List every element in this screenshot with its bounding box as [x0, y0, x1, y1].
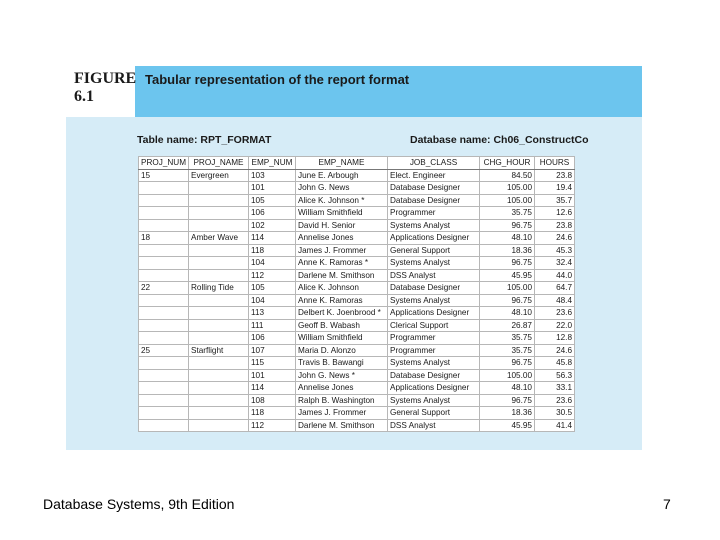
- table-cell: 112: [249, 269, 296, 282]
- table-cell: Systems Analyst: [388, 357, 480, 370]
- table-cell: Delbert K. Joenbrood *: [296, 307, 388, 320]
- table-cell: [139, 394, 189, 407]
- table-cell: [189, 319, 249, 332]
- table-cell: [139, 407, 189, 420]
- table-row: [139, 382, 575, 395]
- column-header-hours: HOURS: [535, 157, 575, 170]
- table-cell: William Smithfield: [296, 332, 388, 345]
- table-cell: 84.50: [480, 169, 535, 182]
- table-cell: 111: [249, 319, 296, 332]
- table-cell: Systems Analyst: [388, 394, 480, 407]
- table-row: [139, 294, 575, 307]
- table-cell: [139, 182, 189, 195]
- table-row: [139, 194, 575, 207]
- table-row: [139, 332, 575, 345]
- table-cell: 12.8: [535, 332, 575, 345]
- table-row: [139, 407, 575, 420]
- table-cell: [189, 207, 249, 220]
- table-cell: [189, 357, 249, 370]
- table-cell: [139, 319, 189, 332]
- table-cell: 114: [249, 382, 296, 395]
- table-cell: [139, 382, 189, 395]
- table-body: [139, 169, 575, 432]
- table-cell: David H. Senior: [296, 219, 388, 232]
- table-cell: 106: [249, 332, 296, 345]
- table-row: [139, 282, 575, 295]
- table-cell: 108: [249, 394, 296, 407]
- table-cell: 105.00: [480, 182, 535, 195]
- table-cell: 45.8: [535, 357, 575, 370]
- table-cell: Maria D. Alonzo: [296, 344, 388, 357]
- table-cell: 30.5: [535, 407, 575, 420]
- table-cell: Annelise Jones: [296, 232, 388, 245]
- table-cell: 48.10: [480, 307, 535, 320]
- table-cell: William Smithfield: [296, 207, 388, 220]
- table-cell: 41.4: [535, 419, 575, 432]
- table-cell: 24.6: [535, 344, 575, 357]
- figure-header: [66, 66, 642, 117]
- table-cell: [139, 369, 189, 382]
- report-table: [138, 156, 575, 432]
- table-row: [139, 394, 575, 407]
- table-cell: Elect. Engineer: [388, 169, 480, 182]
- table-cell: Rolling Tide: [189, 282, 249, 295]
- table-row: [139, 232, 575, 245]
- table-cell: 101: [249, 369, 296, 382]
- table-cell: 102: [249, 219, 296, 232]
- table-cell: 18.36: [480, 407, 535, 420]
- table-cell: 101: [249, 182, 296, 195]
- table-cell: 45.95: [480, 269, 535, 282]
- column-header-chg-hour: CHG_HOUR: [480, 157, 535, 170]
- table-cell: 96.75: [480, 257, 535, 270]
- table-name-label: Table name: RPT_FORMAT: [137, 134, 272, 146]
- table-cell: Systems Analyst: [388, 257, 480, 270]
- table-cell: John G. News *: [296, 369, 388, 382]
- table-cell: Database Designer: [388, 194, 480, 207]
- table-cell: 48.10: [480, 232, 535, 245]
- table-cell: Annelise Jones: [296, 382, 388, 395]
- table-cell: Travis B. Bawangi: [296, 357, 388, 370]
- table-cell: 103: [249, 169, 296, 182]
- table-cell: 107: [249, 344, 296, 357]
- table-cell: Systems Analyst: [388, 219, 480, 232]
- table-cell: [189, 194, 249, 207]
- table-cell: 25: [139, 344, 189, 357]
- table-cell: [189, 294, 249, 307]
- table-cell: 45.3: [535, 244, 575, 257]
- table-cell: [139, 219, 189, 232]
- table-cell: 23.6: [535, 307, 575, 320]
- table-cell: 22: [139, 282, 189, 295]
- table-cell: DSS Analyst: [388, 419, 480, 432]
- table-cell: Starflight: [189, 344, 249, 357]
- table-cell: 104: [249, 294, 296, 307]
- column-header-proj-name: PROJ_NAME: [189, 157, 249, 170]
- column-header-emp-num: EMP_NUM: [249, 157, 296, 170]
- footer-book-title: Database Systems, 9th Edition: [43, 496, 235, 512]
- table-cell: [189, 407, 249, 420]
- table-cell: 12.6: [535, 207, 575, 220]
- table-cell: Applications Designer: [388, 232, 480, 245]
- table-cell: [139, 207, 189, 220]
- table-cell: Systems Analyst: [388, 294, 480, 307]
- table-cell: [189, 369, 249, 382]
- table-cell: Ralph B. Washington: [296, 394, 388, 407]
- table-row: [139, 207, 575, 220]
- table-header-row: [139, 157, 575, 170]
- table-cell: Darlene M. Smithson: [296, 269, 388, 282]
- table-cell: Database Designer: [388, 182, 480, 195]
- table-cell: 18: [139, 232, 189, 245]
- table-cell: 18.36: [480, 244, 535, 257]
- table-cell: [189, 257, 249, 270]
- table-cell: John G. News: [296, 182, 388, 195]
- figure-title: Tabular representation of the report format: [145, 72, 410, 87]
- table-cell: Programmer: [388, 332, 480, 345]
- table-cell: 105.00: [480, 194, 535, 207]
- table-cell: Evergreen: [189, 169, 249, 182]
- table-cell: 15: [139, 169, 189, 182]
- table-cell: [189, 419, 249, 432]
- page-number: 7: [663, 496, 671, 512]
- figure-number-box: [66, 66, 135, 117]
- table-cell: [189, 332, 249, 345]
- table-cell: June E. Arbough: [296, 169, 388, 182]
- table-cell: Anne K. Ramoras *: [296, 257, 388, 270]
- table-cell: [189, 244, 249, 257]
- table-cell: DSS Analyst: [388, 269, 480, 282]
- table-cell: Clerical Support: [388, 319, 480, 332]
- table-cell: 105: [249, 194, 296, 207]
- table-cell: [139, 257, 189, 270]
- table-cell: 106: [249, 207, 296, 220]
- table-cell: 35.7: [535, 194, 575, 207]
- table-cell: General Support: [388, 244, 480, 257]
- table-cell: Anne K. Ramoras: [296, 294, 388, 307]
- table-cell: 105.00: [480, 369, 535, 382]
- table-cell: 23.8: [535, 219, 575, 232]
- table-row: [139, 307, 575, 320]
- table-cell: 104: [249, 257, 296, 270]
- table-row: [139, 369, 575, 382]
- table-cell: Alice K. Johnson: [296, 282, 388, 295]
- table-row: [139, 219, 575, 232]
- figure-label: FIGURE 6.1: [74, 70, 137, 105]
- table-cell: 105: [249, 282, 296, 295]
- table-row: [139, 182, 575, 195]
- table-row: [139, 169, 575, 182]
- table-cell: General Support: [388, 407, 480, 420]
- table-cell: 23.6: [535, 394, 575, 407]
- table-cell: 35.75: [480, 344, 535, 357]
- table-cell: [189, 307, 249, 320]
- table-cell: Database Designer: [388, 369, 480, 382]
- table-cell: [189, 394, 249, 407]
- figure-panel: [66, 66, 642, 450]
- table-cell: 35.75: [480, 207, 535, 220]
- table-cell: 112: [249, 419, 296, 432]
- table-cell: 48.10: [480, 382, 535, 395]
- table-row: [139, 244, 575, 257]
- table-cell: 105.00: [480, 282, 535, 295]
- table-row: [139, 344, 575, 357]
- table-cell: James J. Frommer: [296, 244, 388, 257]
- table-cell: Geoff B. Wabash: [296, 319, 388, 332]
- table-cell: Database Designer: [388, 282, 480, 295]
- table-cell: 32.4: [535, 257, 575, 270]
- table-cell: [139, 244, 189, 257]
- table-cell: [139, 294, 189, 307]
- table-cell: 33.1: [535, 382, 575, 395]
- column-header-emp-name: EMP_NAME: [296, 157, 388, 170]
- table-row: [139, 269, 575, 282]
- table-cell: James J. Frommer: [296, 407, 388, 420]
- table-cell: Alice K. Johnson *: [296, 194, 388, 207]
- table-cell: [189, 219, 249, 232]
- table-cell: [139, 194, 189, 207]
- table-cell: 118: [249, 407, 296, 420]
- table-cell: [139, 307, 189, 320]
- table-cell: 96.75: [480, 294, 535, 307]
- column-header-job-class: JOB_CLASS: [388, 157, 480, 170]
- table-cell: 44.0: [535, 269, 575, 282]
- table-cell: 64.7: [535, 282, 575, 295]
- table-cell: 45.95: [480, 419, 535, 432]
- table-cell: 96.75: [480, 219, 535, 232]
- table-cell: 56.3: [535, 369, 575, 382]
- table-cell: [139, 332, 189, 345]
- table-cell: 35.75: [480, 332, 535, 345]
- table-cell: 114: [249, 232, 296, 245]
- table-cell: Darlene M. Smithson: [296, 419, 388, 432]
- table-cell: 22.0: [535, 319, 575, 332]
- table-row: [139, 319, 575, 332]
- table-cell: 26.87: [480, 319, 535, 332]
- table-cell: [139, 419, 189, 432]
- table-cell: 115: [249, 357, 296, 370]
- table-cell: 24.6: [535, 232, 575, 245]
- table-row: [139, 357, 575, 370]
- table-cell: [139, 269, 189, 282]
- table-cell: Programmer: [388, 207, 480, 220]
- table-cell: [139, 357, 189, 370]
- table-cell: [189, 182, 249, 195]
- table-cell: 48.4: [535, 294, 575, 307]
- column-header-proj-num: PROJ_NUM: [139, 157, 189, 170]
- table-cell: 96.75: [480, 357, 535, 370]
- table-cell: 23.8: [535, 169, 575, 182]
- table-cell: 96.75: [480, 394, 535, 407]
- table-row: [139, 257, 575, 270]
- table-cell: 118: [249, 244, 296, 257]
- table-row: [139, 419, 575, 432]
- table-cell: Applications Designer: [388, 382, 480, 395]
- table-cell: [189, 269, 249, 282]
- table-cell: Programmer: [388, 344, 480, 357]
- table-cell: [189, 382, 249, 395]
- database-name-label: Database name: Ch06_ConstructCo: [410, 134, 589, 146]
- table-cell: Applications Designer: [388, 307, 480, 320]
- table-cell: Amber Wave: [189, 232, 249, 245]
- table-cell: 19.4: [535, 182, 575, 195]
- table-cell: 113: [249, 307, 296, 320]
